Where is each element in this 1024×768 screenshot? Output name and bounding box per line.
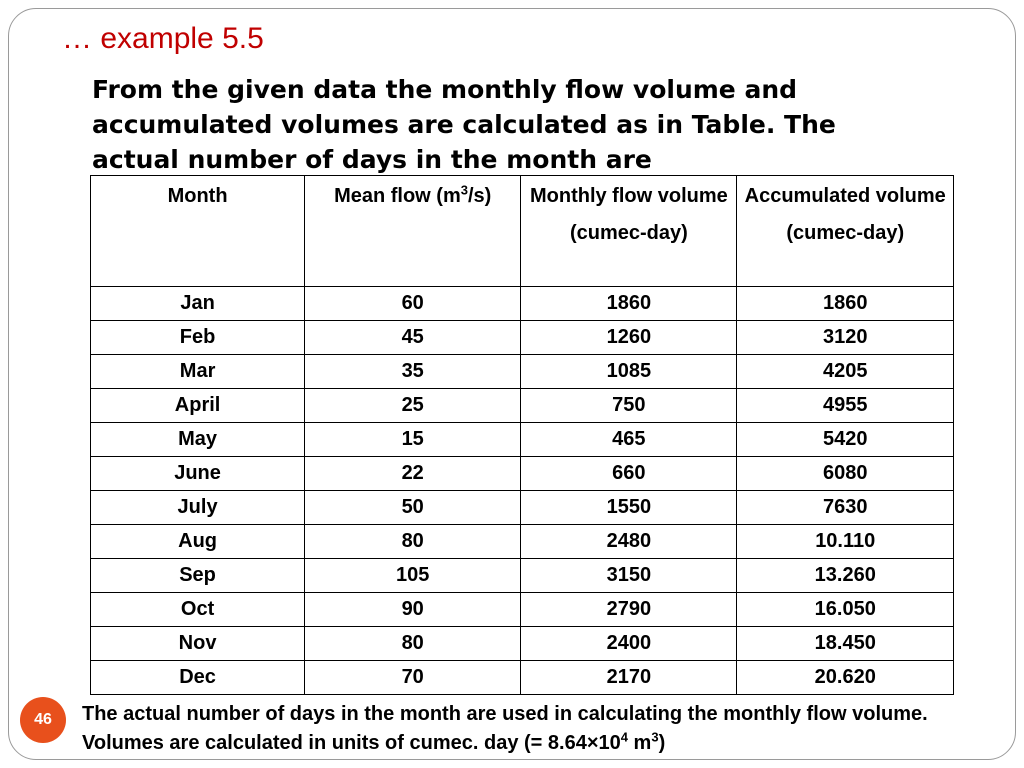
cell-month: Mar — [91, 355, 305, 389]
cell-mean-flow: 105 — [305, 559, 521, 593]
table-row — [91, 491, 954, 525]
table-row — [91, 661, 954, 695]
cell-month: May — [91, 423, 305, 457]
cell-accumulated: 3120 — [737, 321, 954, 355]
cell-month: Sep — [91, 559, 305, 593]
table-row — [91, 389, 954, 423]
cell-monthly-volume: 2400 — [521, 627, 737, 661]
table-body — [91, 287, 954, 695]
table-row — [91, 593, 954, 627]
cell-accumulated: 7630 — [737, 491, 954, 525]
cell-accumulated: 1860 — [737, 287, 954, 321]
cell-mean-flow: 80 — [305, 525, 521, 559]
cell-mean-flow: 45 — [305, 321, 521, 355]
header-mean-flow-prefix: Mean flow (m — [334, 185, 461, 207]
cell-month: Oct — [91, 593, 305, 627]
slide-title: … example 5.5 — [62, 22, 264, 55]
footnote — [82, 700, 1012, 758]
cell-monthly-volume: 1860 — [521, 287, 737, 321]
cell-accumulated: 4955 — [737, 389, 954, 423]
cell-monthly-volume: 2790 — [521, 593, 737, 627]
cell-month: Nov — [91, 627, 305, 661]
cell-month: Dec — [91, 661, 305, 695]
cell-monthly-volume: 750 — [521, 389, 737, 423]
cell-mean-flow: 15 — [305, 423, 521, 457]
footnote-tail: ) — [658, 732, 666, 754]
cell-accumulated: 5420 — [737, 423, 954, 457]
footnote-text: The actual number of days in the month are used in calculating the monthly flow volume. Volumes are calculated in units of cumec. day (= 8.64×10 — [82, 703, 928, 754]
header-mean-flow-exp: 3 — [460, 182, 468, 198]
cell-month: Jan — [91, 287, 305, 321]
cell-mean-flow: 25 — [305, 389, 521, 423]
cell-month: April — [91, 389, 305, 423]
table-row — [91, 457, 954, 491]
cell-accumulated: 20.620 — [737, 661, 954, 695]
table-row — [91, 321, 954, 355]
cell-mean-flow: 80 — [305, 627, 521, 661]
footnote-unit: m — [627, 732, 652, 754]
flow-table — [90, 175, 954, 695]
cell-accumulated: 4205 — [737, 355, 954, 389]
table-row — [91, 559, 954, 593]
intro-paragraph: From the given data the monthly flow volume and accumulated volumes are calculated as in Table. The actual number of days in the month are — [92, 75, 836, 174]
table-row — [91, 355, 954, 389]
cell-monthly-volume: 1550 — [521, 491, 737, 525]
header-mean-flow — [305, 176, 521, 287]
table-header-row — [91, 176, 954, 287]
cell-accumulated: 18.450 — [737, 627, 954, 661]
cell-monthly-volume: 2480 — [521, 525, 737, 559]
table-row — [91, 423, 954, 457]
header-accumulated: Accumulated volume (cumec-day) — [737, 176, 954, 287]
cell-mean-flow: 22 — [305, 457, 521, 491]
cell-monthly-volume: 2170 — [521, 661, 737, 695]
cell-month: July — [91, 491, 305, 525]
header-mean-flow-suffix: /s) — [467, 185, 492, 207]
cell-accumulated: 16.050 — [737, 593, 954, 627]
cell-mean-flow: 50 — [305, 491, 521, 525]
cell-mean-flow: 35 — [305, 355, 521, 389]
cell-month: June — [91, 457, 305, 491]
table-row — [91, 525, 954, 559]
cell-accumulated: 13.260 — [737, 559, 954, 593]
table-row — [91, 287, 954, 321]
cell-mean-flow: 70 — [305, 661, 521, 695]
cell-monthly-volume: 660 — [521, 457, 737, 491]
cell-accumulated: 10.110 — [737, 525, 954, 559]
header-monthly-volume: Monthly flow volume (cumec-day) — [521, 176, 737, 287]
table-row — [91, 627, 954, 661]
cell-month: Feb — [91, 321, 305, 355]
cell-mean-flow: 60 — [305, 287, 521, 321]
footnote-exp2: 3 — [651, 729, 659, 745]
cell-monthly-volume: 3150 — [521, 559, 737, 593]
cell-monthly-volume: 465 — [521, 423, 737, 457]
cell-month: Aug — [91, 525, 305, 559]
footnote-exp1: 4 — [620, 729, 628, 745]
header-month: Month — [91, 176, 305, 287]
cell-monthly-volume: 1085 — [521, 355, 737, 389]
cell-mean-flow: 90 — [305, 593, 521, 627]
cell-monthly-volume: 1260 — [521, 321, 737, 355]
page-number-badge: 46 — [20, 697, 66, 743]
cell-accumulated: 6080 — [737, 457, 954, 491]
